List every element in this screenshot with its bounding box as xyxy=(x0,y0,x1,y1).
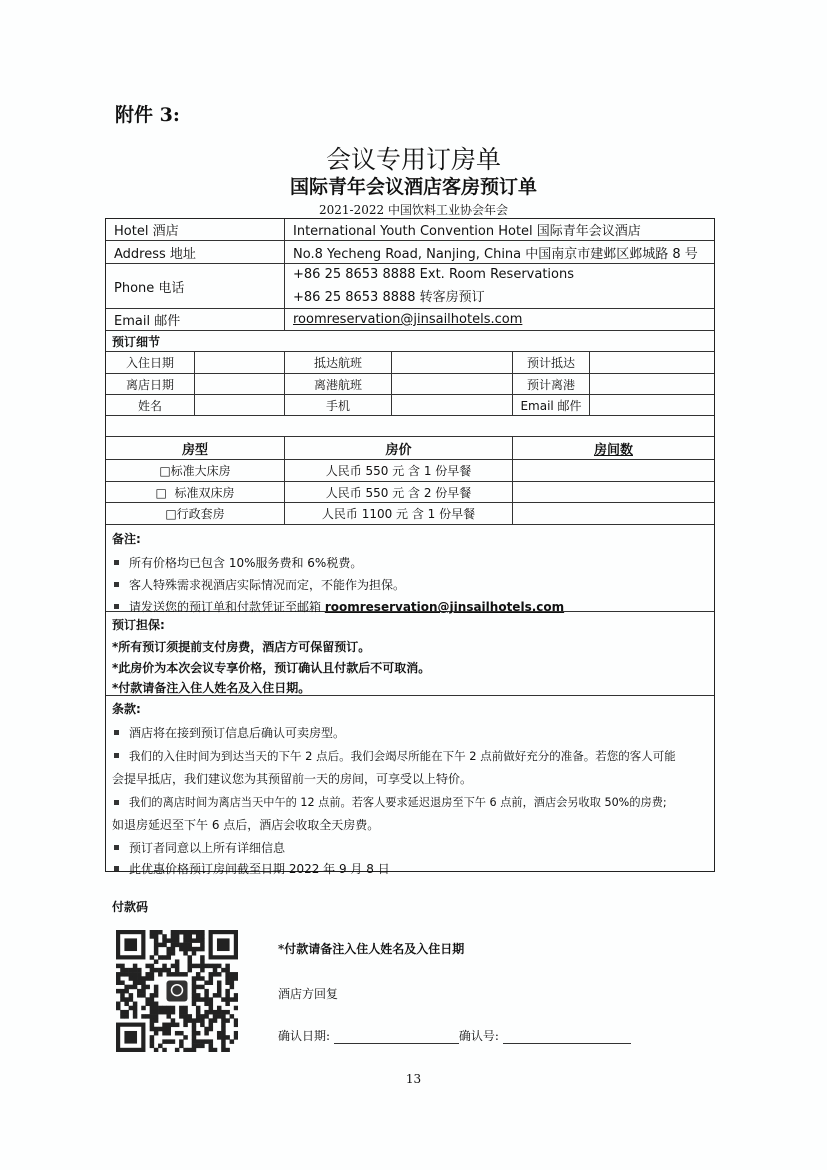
name-label: 姓名 xyxy=(106,395,195,415)
guarantee-title: 预订担保: xyxy=(112,618,165,632)
term-item-cont: 如退房延迟至下午 6 点后，酒店会收取全天房费。 xyxy=(112,818,380,832)
email-label: Email 邮件 xyxy=(106,309,285,330)
payment-note: *付款请备注入住人姓名及入住日期 xyxy=(278,942,465,956)
room-count-input[interactable] xyxy=(513,460,714,481)
arrival-flight-input[interactable] xyxy=(392,352,513,373)
phone-value xyxy=(285,264,714,308)
qr-code-icon xyxy=(116,930,238,1052)
booking-details-title: 预订细节 xyxy=(112,334,161,349)
hotel-row xyxy=(106,219,714,241)
address-row xyxy=(106,241,714,264)
guarantee-item: *付款请备注入住人姓名及入住日期。 xyxy=(112,681,311,695)
phone-label: Phone 电话 xyxy=(106,264,285,308)
booking-row xyxy=(106,395,714,416)
room-count-input[interactable] xyxy=(513,482,714,502)
address-value: No.8 Yecheng Road, Nanjing, China 中国南京市建邺区邺城路 8 号 xyxy=(293,246,698,262)
notes-email-link[interactable]: roomreservation@jinsailhotels.com xyxy=(324,600,565,614)
note-item: 所有价格均已包含 10%服务费和 6%税费。 xyxy=(114,554,708,571)
form-subtitle: 国际青年会议酒店客房预订单 xyxy=(289,176,537,198)
arrival-flight-label: 抵达航班 xyxy=(285,352,392,373)
checkout-date-label: 离店日期 xyxy=(106,374,195,394)
confirm-number-field[interactable] xyxy=(503,1031,631,1044)
room-type-checkbox[interactable]: □行政套房 xyxy=(106,503,285,524)
address-label: Address 地址 xyxy=(106,241,285,263)
email-value[interactable] xyxy=(285,309,714,330)
bullet-icon xyxy=(114,560,119,565)
page-number: 13 xyxy=(405,1072,422,1086)
guest-email-input[interactable] xyxy=(590,395,714,415)
guest-email-label: Email 邮件 xyxy=(513,395,590,415)
note-item: 请发送您的预订单和付款凭证至邮箱 roomreservation@jinsailhotels.com xyxy=(114,598,708,615)
confirm-date-field[interactable] xyxy=(334,1031,459,1044)
bullet-icon xyxy=(114,800,119,805)
phone-value-2: +86 25 8653 8888 转客房预订 xyxy=(293,290,485,305)
mobile-label: 手机 xyxy=(285,395,392,415)
attachment-label: 附件 3: xyxy=(115,104,180,126)
departure-flight-label: 离港航班 xyxy=(285,374,392,394)
term-item: 此优惠价格预订房间截至日期 2022 年 9 月 8 日 xyxy=(114,860,708,877)
checkout-date-input[interactable] xyxy=(195,374,285,394)
departure-flight-input[interactable] xyxy=(392,374,513,394)
term-item: 预订者同意以上所有详细信息 xyxy=(114,839,708,856)
term-item-cont: 会提早抵店，我们建议您为其预留前一天的房间，可享受以上特价。 xyxy=(112,772,473,786)
hotel-label: Hotel 酒店 xyxy=(106,219,285,240)
phone-value-1: +86 25 8653 8888 Ext. Room Reservations xyxy=(293,267,574,282)
note-item: 客人特殊需求视酒店实际情况而定，不能作为担保。 xyxy=(114,576,708,593)
mobile-input[interactable] xyxy=(392,395,513,415)
notes-title: 备注: xyxy=(112,532,141,546)
room-type-checkbox[interactable]: □ 标准双床房 xyxy=(106,482,285,502)
eta-label: 预计抵达 xyxy=(513,352,590,373)
hotel-value: International Youth Convention Hotel 国际青年会议酒店 xyxy=(293,224,641,239)
confirm-number-label: 确认号: xyxy=(458,1029,499,1043)
room-row xyxy=(106,482,714,503)
name-input[interactable] xyxy=(195,395,285,415)
confirmation-line xyxy=(278,1027,631,1044)
payment-qr-code[interactable] xyxy=(116,930,238,1052)
bullet-icon xyxy=(114,866,119,871)
etd-input[interactable] xyxy=(590,374,714,394)
room-count-header: 房间数 xyxy=(593,442,633,458)
blank-row[interactable] xyxy=(106,416,714,437)
term-item: 酒店将在接到预订信息后确认可卖房型。 xyxy=(114,724,708,741)
checkin-date-label: 入住日期 xyxy=(106,352,195,373)
email-row xyxy=(106,309,714,331)
guarantee-item: *此房价为本次会议专享价格，预订确认且付款后不可取消。 xyxy=(112,661,431,675)
bullet-icon xyxy=(114,604,119,609)
booking-row xyxy=(106,352,714,374)
room-count-input[interactable] xyxy=(513,503,714,524)
notes-section xyxy=(106,525,714,612)
room-price: 人民币 550 元 含 2 份早餐 xyxy=(285,482,513,502)
confirm-date-label: 确认日期: xyxy=(278,1029,331,1043)
room-row xyxy=(106,460,714,482)
phone-row xyxy=(106,264,714,309)
email-link[interactable]: roomreservation@jinsailhotels.com xyxy=(293,312,523,327)
room-price-header: 房价 xyxy=(285,437,513,459)
term-item: 我们的入住时间为到达当天的下午 2 点后。我们会竭尽所能在下午 2 点前做好充分的准备。若您的客人可能 xyxy=(114,748,708,764)
booking-form xyxy=(105,218,715,876)
room-type-header: 房型 xyxy=(106,437,285,459)
bullet-icon xyxy=(114,730,119,735)
bullet-icon xyxy=(114,753,119,758)
event-name: 2021-2022 中国饮料工业协会年会 xyxy=(319,203,508,217)
terms-title: 条款: xyxy=(112,702,141,716)
checkin-date-input[interactable] xyxy=(195,352,285,373)
room-row xyxy=(106,503,714,525)
payment-code-label: 付款码 xyxy=(112,900,149,914)
room-header-row xyxy=(106,437,714,460)
guarantee-section xyxy=(106,612,714,696)
terms-section xyxy=(106,696,714,876)
room-price: 人民币 1100 元 含 1 份早餐 xyxy=(285,503,513,524)
guarantee-item: *所有预订须提前支付房费，酒店方可保留预订。 xyxy=(112,640,371,654)
booking-details-header xyxy=(106,331,714,352)
form-title: 会议专用订房单 xyxy=(325,145,501,174)
room-type-checkbox[interactable]: □标准大床房 xyxy=(106,460,285,481)
bullet-icon xyxy=(114,582,119,587)
etd-label: 预计离港 xyxy=(513,374,590,394)
booking-row xyxy=(106,374,714,395)
bullet-icon xyxy=(114,845,119,850)
term-item: 我们的离店时间为离店当天中午的 12 点前。若客人要求延迟退房至下午 6 点前，酒店会另收取 50%的房费; xyxy=(114,794,708,810)
room-price: 人民币 550 元 含 1 份早餐 xyxy=(285,460,513,481)
eta-input[interactable] xyxy=(590,352,714,373)
hotel-reply-label: 酒店方回复 xyxy=(278,987,339,1001)
